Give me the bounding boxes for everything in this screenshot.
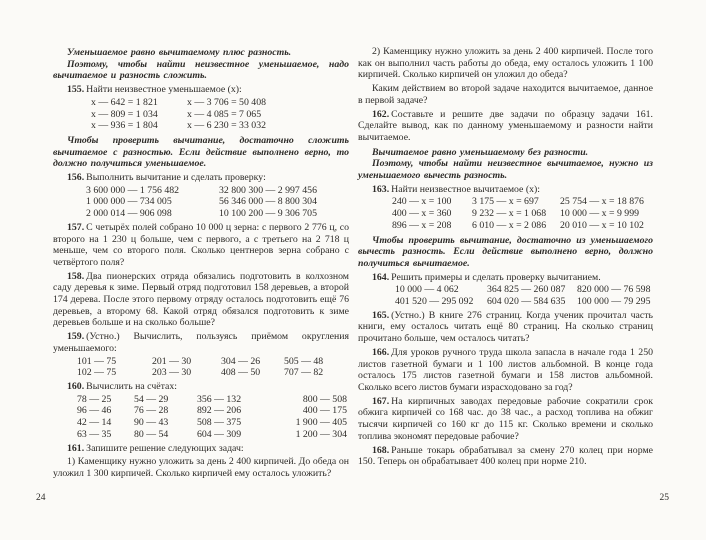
exercise-number: 168. [372,444,390,456]
equation-cell: 9 232 — x = 1 068 [472,208,547,220]
equation-cell: 508 — 375 [197,417,242,429]
exercise-text: Два пионерских отряда обязались подготовить в колхозном саду деревья к зиме. Первый отряд подготовил 158 деревьев, а второй 174 дерева. После этого первому отряду осталось подготовить ещё 76 деревьев, а второму 68. Какой отряд обязался подготовить к зиме деревьев больше и на сколько больше? [53,270,349,329]
exercise-number: 160. [67,380,85,392]
exercise-number: 155. [67,84,85,96]
rule-paragraph: Чтобы проверить вычитание, достаточно сложить вычитаемое с разностью. Если действие выполнено верно, то должно получиться уменьшаемое. [53,134,349,170]
equation-cell: 201 — 30 [152,355,192,367]
equation-grid-159 [53,356,349,379]
equation-cell: 400 — 175 [302,405,347,417]
equation-cell: 203 — 30 [152,367,192,379]
equation-cell: 25 754 — x = 18 876 [560,196,644,208]
equation-cell: 364 825 — 260 087 [487,284,566,296]
exercise-number: 156. [67,172,85,184]
question-paragraph: Каким действием во второй задаче находится вычитаемое, данное в первой задаче? [358,83,653,106]
equation-cell: 3 600 000 — 1 756 482 [86,184,180,196]
exercise-text: Запишите решение следующих задач: [86,442,244,454]
equation-cell: 102 — 75 [77,367,117,379]
exercise-text: Выполнить вычитание и сделать проверку: [86,172,266,184]
equation-cell: x — 936 = 1 804 [91,120,158,132]
exercise-number: 166. [372,346,390,358]
equation-cell: x — 6 230 = 33 032 [187,120,267,132]
page-number-left: 24 [36,493,46,503]
equation-cell: 10 000 — 4 062 [395,284,459,296]
equation-cell: 42 — 14 [77,417,112,429]
exercise-160 [53,381,349,393]
exercise-number: 161. [67,442,85,454]
equation-cell: 3 175 — x = 697 [472,196,539,208]
equation-cell: 2 000 014 — 906 098 [86,208,172,220]
equation-cell: 10 000 — x = 9 999 [560,208,640,220]
equation-cell: 800 — 508 [302,393,347,405]
equation-cell: 96 — 46 [77,405,112,417]
equation-cell: 100 000 — 79 295 [577,296,651,308]
exercise-161 [53,443,349,455]
rule-paragraph: Уменьшаемое равно вычитаемому плюс разность. [67,47,292,58]
equation-cell: x — 4 085 = 7 065 [187,108,262,120]
equation-cell: 76 — 28 [134,405,169,417]
equation-cell: 1 900 — 405 [295,417,347,429]
exercise-text: С четырёх полей собрано 10 000 ц зерна: с первого 2 776 ц, со второго на 1 230 ц больше, чем с первого, а с третьего на 2 718 ц меньше, чем со второго поля. Сколько центнеров зерна собрано с четвёртого поля? [53,221,349,268]
exercise-number: 159. [67,331,85,343]
page-number-right: 25 [659,493,669,503]
equation-grid-155 [53,97,349,132]
page-25 [358,44,653,468]
equation-cell: 401 520 — 295 092 [395,296,474,308]
exercise-text: Составьте и решите две задачи по образцу задачи 161. Сделайте вывод, как по данному уменьшаемому и разности найти вычитаемое. [358,108,653,143]
equation-cell: 54 — 29 [134,393,169,405]
exercise-number: 157. [67,221,85,233]
exercise-161-task-1: 1) Каменщику нужно уложить за день 2 400 кирпичей. До обеда он уложил 1 300 кирпичей. Сколько кирпичей ему осталось уложить? [53,456,349,479]
exercise-168 [358,445,653,468]
exercise-166 [358,347,653,394]
equation-cell: 56 346 000 — 8 800 304 [219,196,317,208]
equation-cell: 6 010 — x = 2 086 [472,219,547,231]
exercise-text: (Устно.) В книге 276 страниц. Когда ученик прочитал часть книги, ему осталось читать ещё 80 страниц. На сколько страниц прочитано больше, чем осталось читать? [358,309,653,345]
exercise-156 [53,172,349,184]
equation-cell: 80 — 54 [134,428,169,440]
exercise-text: Вычислить на счётах: [86,380,177,392]
equation-cell: 32 800 300 — 2 997 456 [219,184,317,196]
exercise-number: 167. [372,395,390,407]
exercise-167 [358,396,653,443]
equation-cell: 356 — 132 [197,393,242,405]
exercise-161-task-2: 2) Каменщику нужно уложить за день 2 400 кирпичей. После того как он выполнил часть работы до обеда, ему осталось уложить 1 100 кирпичей. Сколько кирпичей он уложил до обеда? [358,46,653,81]
equation-cell: 304 — 26 [221,355,261,367]
equation-cell: 240 — x = 100 [392,196,452,208]
rule-paragraph: Чтобы проверить вычитание, достаточно из уменьшаемого вычесть разность. Если действие выполнено верно, должно получиться вычитаемое. [358,234,653,269]
equation-cell: x — 809 = 1 034 [91,108,158,120]
equation-grid-160 [53,394,349,441]
exercise-164 [358,272,653,284]
exercise-number: 164. [372,271,390,283]
exercise-text: Для уроков ручного труда школа запасла в начале года 1 250 листов газетной бумаги и 1 100 листов альбомной. В конце года осталось 175 листов газетной бумаги и 158 листов альбомной. Сколько всего листов бумаги израсходовано за год? [358,346,653,393]
equation-grid-164 [358,284,653,307]
exercise-text: Найти неизвестное вычитаемое (x): [391,183,540,195]
equation-cell: 20 010 — x = 10 102 [560,219,644,231]
equation-cell: 10 100 200 — 9 306 705 [219,208,317,220]
equation-cell: 78 — 25 [77,393,112,405]
exercise-157 [53,222,349,269]
equation-cell: x — 642 = 1 821 [91,96,158,108]
equation-cell: 892 — 206 [197,405,242,417]
equation-cell: x — 3 706 = 50 408 [187,96,267,108]
exercise-159 [53,331,349,354]
equation-cell: 896 — x = 208 [392,219,452,231]
exercise-number: 163. [372,183,390,195]
exercise-155 [53,84,349,96]
equation-grid-156 [53,185,349,220]
equation-cell: 63 — 35 [77,428,112,440]
exercise-text: Решить примеры и сделать проверку вычитанием. [391,271,601,283]
exercise-158 [53,271,349,330]
equation-cell: 604 020 — 584 635 [487,296,566,308]
exercise-number: 158. [67,270,85,282]
equation-cell: 101 — 75 [77,355,117,367]
equation-cell: 1 200 — 304 [295,428,347,440]
equation-grid-163 [358,196,653,231]
equation-cell: 505 — 48 [284,355,324,367]
exercise-text: Найти неизвестное уменьшаемое (x): [86,84,242,96]
exercise-text: На кирпичных заводах передовые рабочие сократили срок обжига кирпичей со 168 час. до 38 час., а расход топлива на обжиг тысячи кирпичей со 160 кг до 115 кг. Сколько времени и сколько топлива экономят передовые рабочие? [358,395,653,442]
rule-paragraph: Вычитаемое равно уменьшаемому без разности. [372,146,589,158]
exercise-162 [358,109,653,144]
exercise-163 [358,184,653,196]
rule-paragraph: Поэтому, чтобы найти неизвестное вычитаемое, нужно из уменьшаемого вычесть разность. [358,158,653,182]
rule-paragraph: Поэтому, чтобы найти неизвестное уменьшаемое, надо вычитаемое и разность сложить. [53,58,349,82]
exercise-text: Раньше токарь обрабатывал за смену 270 колец при норме 150. Теперь он обрабатывает 400 колец при норме 210. [358,444,653,468]
page-24 [53,44,349,480]
equation-cell: 408 — 50 [221,367,261,379]
exercise-text: (Устно.) Вычислить, пользуясь приёмом округления уменьшаемого: [53,331,349,354]
exercise-165 [358,310,653,345]
equation-cell: 707 — 82 [284,367,324,379]
equation-cell: 400 — x = 360 [392,208,452,220]
equation-cell: 604 — 309 [197,428,242,440]
exercise-number: 165. [372,309,390,321]
exercise-number: 162. [372,108,390,120]
equation-cell: 90 — 43 [134,417,169,429]
equation-cell: 820 000 — 76 598 [577,284,651,296]
equation-cell: 1 000 000 — 734 005 [86,196,172,208]
